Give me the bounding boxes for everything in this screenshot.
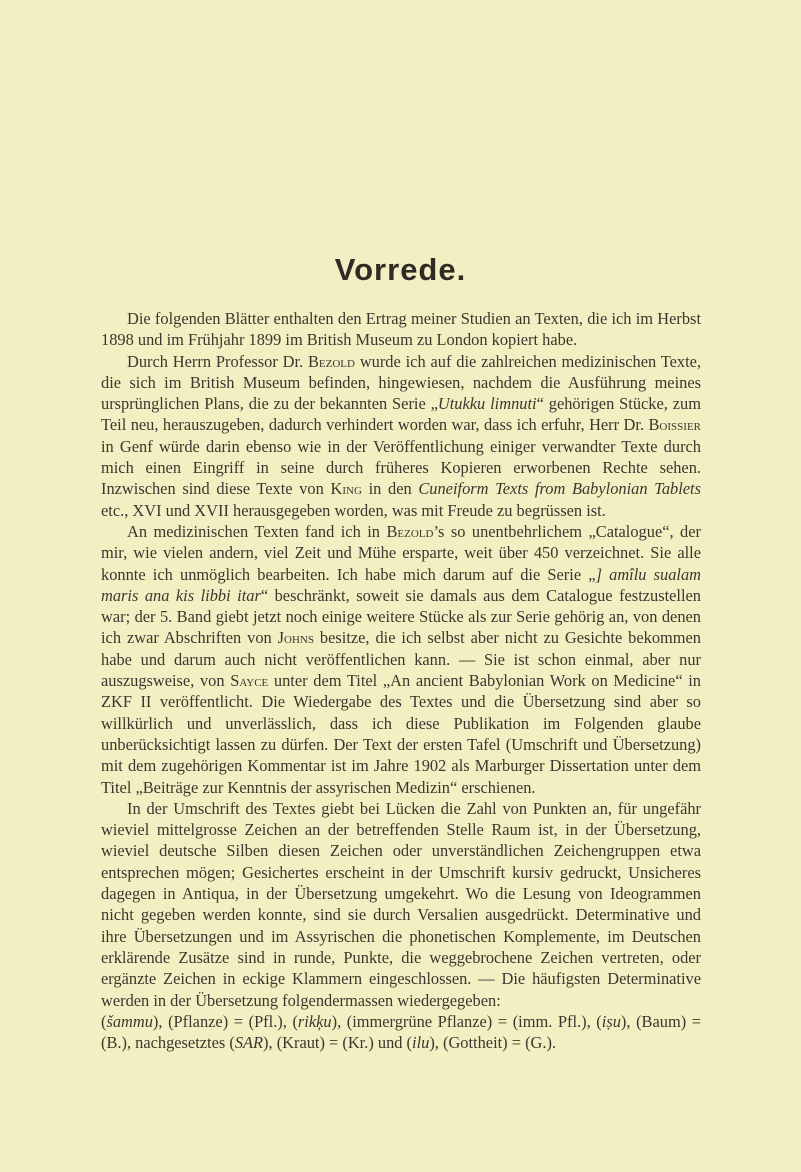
- text-run: Die folgenden Blätter enthalten den Ertrag meiner Studien an Texten, die ich im Herbst 1898 und im Frühjahr 1899 im British Museum zu London kopiert habe.: [101, 309, 701, 350]
- italic-term: Cuneiform Texts from Babylonian Tablets: [418, 479, 701, 499]
- text-run: ), (Pflanze) = (Pfl.), (: [152, 1011, 298, 1031]
- text-run: An medizinischen Texten fand ich in: [127, 521, 387, 541]
- author-name: King: [330, 479, 362, 499]
- text-run: Durch Herrn Professor Dr.: [127, 351, 308, 371]
- text-run: in den: [361, 479, 419, 499]
- text-run: wurde ich auf die zahlreichen medizinischen Texte, die sich im British Museum befinden, hingewiesen, nachdem die Ausführung meines ursprünglichen Plans, die zu der bekannten Serie „: [101, 351, 701, 414]
- page-title: Vorrede.: [334, 252, 467, 287]
- author-name: Bezold: [307, 351, 355, 371]
- italic-term: ] amîlu sualam maris ana kis libbi itar: [101, 564, 702, 605]
- paragraph: [101, 351, 701, 521]
- text-run: “ beschränkt, soweit sie damals aus dem Catalogue festzustellen war; der 5. Band giebt jetzt noch einige weitere Stücke als zur Serie gehörig an, von denen ich zwar Abschriften von: [101, 585, 701, 648]
- paragraph: [101, 521, 701, 798]
- text-run: ), (Kraut) = (Kr.) und (: [263, 1033, 413, 1053]
- author-name: Sayce: [230, 671, 269, 691]
- author-name: Boissier: [648, 415, 701, 435]
- italic-term: Utukku limnuti: [437, 394, 537, 414]
- italic-term: rikķu: [297, 1011, 332, 1031]
- italic-term: šammu: [106, 1011, 153, 1031]
- author-name: Johns: [277, 628, 314, 648]
- italic-term: ilu: [412, 1033, 430, 1053]
- text-run: ), (Baum) = (B.), nachgesetztes (: [101, 1011, 702, 1053]
- preface-text: [101, 308, 701, 1053]
- italic-term: iṣu: [601, 1011, 621, 1031]
- text-run: “ gehörigen Stücke, zum Teil neu, herauszugeben, dadurch verhindert worden war, dass ich erfuhr, Herr Dr.: [101, 394, 701, 435]
- text-run: etc., XVI und XVII herausgegeben worden, was mit Freude zu begrüssen ist.: [101, 500, 606, 520]
- determinative-list: [101, 1011, 701, 1054]
- text-run: ), (immergrüne Pflanze) = (imm. Pfl.), (: [331, 1011, 602, 1031]
- text-run: besitze, die ich selbst aber nicht zu Gesichte bekommen habe und darum auch nicht veröffentlichen kann. — Sie ist schon einmal, aber nur auszugsweise, von: [101, 628, 701, 691]
- text-run: ’s so unentbehrlichem „Catalogue“, der mir, wie vielen andern, viel Zeit und Mühe ersparte, weit über 450 verzeichnet. Sie alle konnte ich unmöglich bearbeiten. Ich habe mich darum auf die Serie „: [101, 521, 701, 584]
- paragraph: [101, 798, 701, 1011]
- paragraph: [101, 308, 701, 351]
- text-run: (: [101, 1011, 107, 1031]
- text-run: unter dem Titel „An ancient Babylonian Work on Medicine“ in ZKF II veröffentlicht. Die Wiedergabe des Textes und die Übersetzung sind aber so willkürlich und unverlässlich, dass ich diese Publikation im Folgenden glaube unberücksichtigt lassen zu dürfen. Der Text der ersten Tafel (Umschrift und Übersetzung) mit dem zugehörigen Kommentar ist im Jahre 1902 als Marburger Dissertation unter dem Titel „Beiträge zur Kenntnis der assyrischen Medizin“ erschienen.: [101, 671, 701, 797]
- text-run: In der Umschrift des Textes giebt bei Lücken die Zahl von Punkten an, für ungefähr wieviel mittelgrosse Zeichen an der betreffenden Stelle Raum ist, in der Übersetzung, wieviel deutsche Silben diesen Zeichen oder unverständlichen Zeichengruppen etwa entsprechen mögen; Gesichertes erscheint in der Umschrift kursiv gedruckt, Unsicheres dagegen in Antiqua, in der Übersetzung umgekehrt. Wo die Lesung von Ideogrammen nicht gegeben werden konnte, sind sie durch Versalien ausgedrückt. Determinative und ihre Übersetzungen und im Assyrischen die phonetischen Komplemente, im Deutschen erklärende Zusätze sind in runde, Punkte, die weggebrochene Zeichen vertreten, oder ergänzte Zeichen in eckige Klammern eingeschlossen. — Die häufigsten Determinative werden in der Übersetzung folgendermassen wiedergegeben:: [101, 798, 701, 1010]
- text-run: ), (Gottheit) = (G.).: [429, 1033, 557, 1053]
- text-run: in Genf würde darin ebenso wie in der Veröffentlichung einiger verwandter Texte durch mich einen Eingriff in seine durch früheres Kopieren erworbenen Rechte sehen. Inzwischen sind diese Texte von: [101, 436, 701, 499]
- author-name: Bezold: [386, 521, 434, 541]
- italic-term: SAR: [234, 1033, 264, 1053]
